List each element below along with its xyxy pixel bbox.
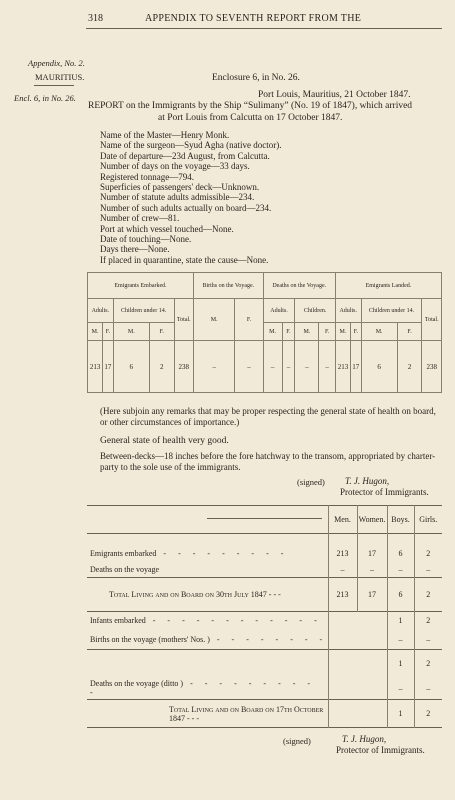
table-row	[87, 578, 442, 612]
col-m: M.	[335, 323, 350, 341]
signed-label: (signed)	[283, 736, 311, 746]
summary-table	[87, 505, 442, 728]
signature-name: T. J. Hugon,	[345, 476, 390, 486]
row-label: Emigrants embarked - - - - - - - - -	[90, 549, 289, 558]
cell: 6	[387, 578, 414, 612]
cell	[357, 612, 387, 630]
table-row	[87, 562, 442, 578]
remarks-note: (Here subjoin any remarks that may be proper respecting the general state of health on board, or other circumstances of importance.)	[100, 406, 436, 427]
sub-children: Children.	[295, 299, 335, 323]
table-row	[88, 341, 442, 393]
table-row	[87, 630, 442, 650]
particular-item: Number of such adults actually on board—234.	[100, 202, 272, 213]
cell: 2	[414, 546, 442, 562]
cell: 213	[88, 341, 103, 393]
cell: 17	[351, 341, 362, 393]
particular-item: Days there—None.	[100, 244, 170, 255]
cell: 1	[387, 612, 414, 630]
cell	[328, 700, 357, 728]
signed-label: (signed)	[297, 477, 325, 487]
place-date: Port Louis, Mauritius, 21 October 1847.	[258, 90, 411, 100]
cell	[328, 612, 357, 630]
cell: 238	[422, 341, 442, 393]
cell	[357, 630, 387, 650]
summary-header-blank	[87, 506, 328, 534]
particular-item: Registered tonnage—794.	[100, 171, 194, 182]
header-boys: Boys.	[387, 506, 414, 534]
cell: 2	[149, 341, 174, 393]
cell: –	[387, 562, 414, 578]
group-embarked: Emigrants Embarked.	[88, 273, 194, 299]
col-m: M.	[194, 299, 235, 341]
row-label: Births on the voyage (mothers' Nos. ) - - - - - - - -	[90, 634, 328, 644]
col-f: F.	[149, 323, 174, 341]
report-title-line-1: REPORT on the Immigrants by the Ship “Sulimany” (No. 19 of 1847), which arrived	[88, 101, 413, 111]
col-f: F.	[351, 323, 362, 341]
particular-item: If placed in quarantine, state the cause—None.	[100, 254, 269, 265]
cell	[328, 630, 357, 650]
col-m: M.	[88, 323, 103, 341]
group-landed: Emigrants Landed.	[335, 273, 441, 299]
cell: –	[387, 630, 414, 650]
table-row	[87, 678, 442, 700]
cell: 2	[414, 578, 442, 612]
health-statement: General state of health very good.	[100, 436, 229, 446]
signature-title: Protector of Immigrants.	[336, 745, 425, 755]
col-f: F.	[397, 323, 422, 341]
sub-adults: Adults.	[88, 299, 114, 323]
particular-item: Date of touching—None.	[100, 234, 192, 245]
table-row	[87, 700, 442, 728]
header-men: Men.	[328, 506, 357, 534]
cell: 17	[357, 546, 387, 562]
cell: –	[414, 630, 442, 650]
margin-appendix-note: Appendix, No. 2.	[28, 58, 85, 68]
particular-item: Number of days on the voyage—33 days.	[100, 161, 250, 172]
page-number: 318	[88, 13, 103, 24]
particular-item: Superficies of passengers' deck—Unknown.	[100, 182, 260, 193]
cell: –	[328, 562, 357, 578]
signature-name: T. J. Hugon,	[342, 734, 387, 744]
report-title-line-2: at Port Louis from Calcutta on 17 October 1847.	[158, 113, 343, 123]
row-label: Deaths on the voyage (ditto ) - - - - - - - - - -	[90, 679, 316, 698]
cell: 17	[357, 578, 387, 612]
group-deaths: Deaths on the Voyage.	[263, 273, 335, 299]
col-f: F.	[235, 299, 263, 341]
particular-item: Number of crew—81.	[100, 213, 180, 224]
row-label: Total Living and on Board on 17th October 1847 - - -	[169, 704, 324, 723]
cell: –	[282, 341, 295, 393]
cell: 2	[414, 612, 442, 630]
row-label	[87, 650, 328, 678]
particular-item: Port at which vessel touched—None.	[100, 223, 234, 234]
particular-item: Name of the Master—Henry Monk.	[100, 130, 230, 140]
row-label: Deaths on the voyage	[90, 564, 160, 574]
sub-children-under-14: Children under 14.	[361, 299, 422, 323]
cell: 17	[103, 341, 114, 393]
cell: 213	[328, 578, 357, 612]
cell	[328, 650, 357, 678]
col-m: M.	[295, 323, 319, 341]
row-label: Total Living and on Board on 30th July 1847 - - -	[109, 590, 281, 599]
report-title	[88, 100, 440, 124]
cell	[357, 650, 387, 678]
cell: 1	[387, 700, 414, 728]
particular-item: Date of departure—23d August, from Calcutta.	[100, 150, 270, 161]
cell: –	[235, 341, 263, 393]
col-m: M.	[361, 323, 397, 341]
cell: 6	[361, 341, 397, 393]
group-births: Births on the Voyage.	[194, 273, 264, 299]
signature-title: Protector of Immigrants.	[340, 487, 429, 497]
col-f: F.	[103, 323, 114, 341]
col-f: F.	[319, 323, 335, 341]
margin-rule	[34, 85, 74, 86]
cell: 213	[335, 341, 350, 393]
margin-enclosure-note: Encl. 6, in No. 26.	[14, 93, 76, 103]
table-row	[87, 650, 442, 678]
col-f: F.	[282, 323, 295, 341]
cell: –	[387, 678, 414, 700]
cell: –	[319, 341, 335, 393]
sub-children-under-14: Children under 14.	[113, 299, 174, 323]
cell: 2	[414, 650, 442, 678]
sub-adults: Adults.	[263, 299, 295, 323]
particular-item: Name of the surgeon—Syud Agha (native doctor).	[100, 140, 282, 151]
cell: –	[295, 341, 319, 393]
cell: –	[263, 341, 282, 393]
cell	[357, 700, 387, 728]
table-row	[87, 546, 442, 562]
cell: –	[414, 562, 442, 578]
col-m: M.	[263, 323, 282, 341]
cell: –	[194, 341, 235, 393]
cell: 213	[328, 546, 357, 562]
running-title: APPENDIX TO SEVENTH REPORT FROM THE	[145, 13, 362, 24]
cell: 6	[113, 341, 149, 393]
enclosure-heading: Enclosure 6, in No. 26.	[212, 73, 300, 83]
voyage-particulars	[100, 130, 282, 265]
emigrants-table	[87, 272, 442, 393]
cell: –	[357, 562, 387, 578]
margin-colony: MAURITIUS.	[35, 72, 85, 82]
cell: 2	[414, 700, 442, 728]
cell	[357, 678, 387, 700]
cell: 238	[174, 341, 193, 393]
cell: 6	[387, 546, 414, 562]
cell: –	[414, 678, 442, 700]
header-girls: Girls.	[414, 506, 442, 534]
header-women: Women.	[357, 506, 387, 534]
cell	[328, 678, 357, 700]
sub-adults: Adults.	[335, 299, 361, 323]
between-decks-note: Between-decks—18 inches before the fore hatchway to the transom, appropriated by charter-party to the sole use of the immigrants.	[100, 451, 436, 472]
table-row	[87, 612, 442, 630]
particular-item: Number of statute adults admissible—234.	[100, 192, 255, 203]
cell: 1	[387, 650, 414, 678]
sub-total: Total.	[174, 299, 193, 341]
row-label: Infants embarked - - - - - - - - - - - -	[90, 616, 322, 626]
header-rule	[86, 28, 442, 29]
sub-total: Total.	[422, 299, 442, 341]
cell: 2	[397, 341, 422, 393]
col-m: M.	[113, 323, 149, 341]
